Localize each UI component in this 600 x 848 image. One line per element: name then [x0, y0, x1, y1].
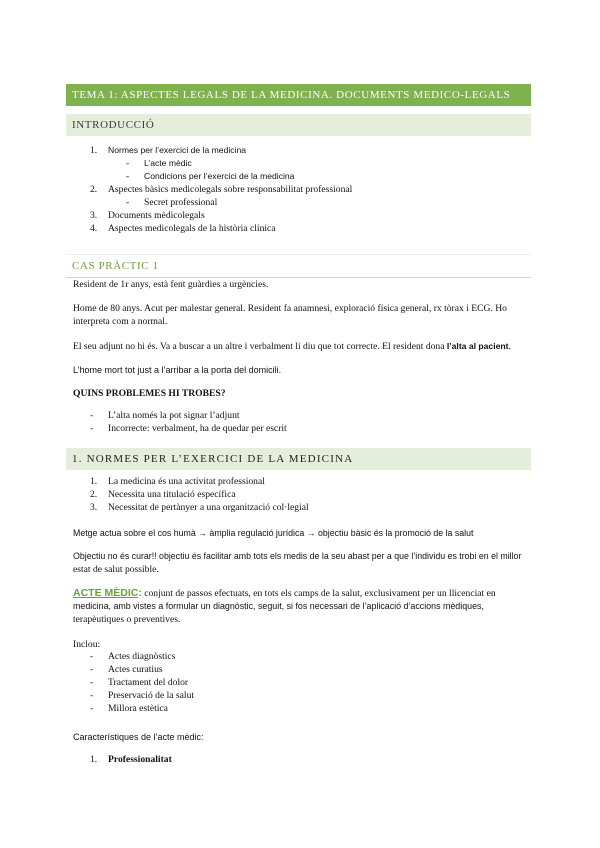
characteristics-label: Característiques de l’acte mèdic: [73, 732, 204, 742]
section1-list [90, 475, 530, 514]
text-span: conjunt de passos efectuats, en tots els camps de la salut, exclusivament per un llicenciat en [141, 588, 496, 599]
text-span: El seu adjunt no hi és. Va a buscar a un altre i verbalment li diu que tot correcte. El resident dona [73, 341, 447, 352]
list-text: Millora estètica [108, 703, 168, 714]
text-line: terapèutiques o preventives. [73, 614, 181, 625]
sub-list-text: L’acte mèdic [144, 158, 192, 168]
list-item [90, 409, 530, 422]
text-line: Objectiu no és curar!! objectiu és facilitar amb tots els medis de la seu abast per a que l’individu es trobi en el millor [73, 551, 522, 561]
body-paragraph: Metge actua sobre el cos humà → àmplia regulació jurídica → objectiu bàsic és la promoció de la salut [73, 528, 474, 538]
term-colon: : [138, 587, 142, 599]
dash-bullet: - [90, 664, 94, 675]
intro-list [90, 144, 530, 235]
list-item [90, 501, 530, 514]
list-item [90, 689, 530, 702]
list-item [90, 209, 530, 222]
case-paragraph: L’home mort tot just a l’arribar a la porta del domicili. [73, 365, 282, 375]
text-line: interpreta com a normal. [73, 316, 168, 327]
sub-list-item [90, 157, 530, 170]
list-item [90, 676, 530, 689]
dash-bullet: - [126, 158, 130, 169]
text-span: . [508, 341, 511, 352]
text-line: Home de 80 anys. Acut per malestar general. Resident fa anamnesi, exploració física general, rx tòrax i ECG. Ho [73, 303, 507, 314]
list-item [90, 222, 530, 235]
bold-span: l’alta al pacient [446, 341, 509, 351]
list-number: 1. [90, 145, 98, 156]
list-item [90, 144, 530, 157]
list-text: Actes diagnòstics [108, 651, 176, 662]
sub-list-text: Condicions per l’exercici de la medicina [144, 171, 295, 181]
case-paragraph: Resident de 1r anys, està fent guàrdies a urgències. [73, 279, 269, 290]
list-text: La medicina és una activitat professional [108, 476, 265, 487]
list-item [90, 183, 530, 196]
sub-list-item [90, 170, 530, 183]
case-heading: CAS PRÀCTIC 1 [66, 254, 531, 278]
dash-bullet: - [126, 197, 130, 208]
list-text: Documents mèdicolegals [108, 210, 205, 221]
list-number: 3. [90, 502, 98, 513]
intro-heading: INTRODUCCIÓ [66, 114, 531, 136]
list-item [90, 650, 530, 663]
text-line: medicina, amb vistes a formular un diagnòstic, seguit, si fos necessari de l’aplicació d’accions mèdiques, [73, 601, 484, 611]
list-text: Incorrecte: verbalment, ha de quedar per escrit [108, 423, 287, 434]
dash-bullet: - [90, 410, 94, 421]
list-number: 4. [90, 223, 98, 234]
question-heading: QUINS PROBLEMES HI TROBES? [73, 388, 226, 399]
dash-bullet: - [90, 651, 94, 662]
list-item [90, 475, 530, 488]
list-item [90, 702, 530, 715]
dash-bullet: - [90, 423, 94, 434]
dash-bullet: - [90, 677, 94, 688]
list-text: Tractament del dolor [108, 677, 189, 688]
list-text: Actes curatius [108, 664, 163, 675]
acte-medic-term: ACTE MÈDIC [73, 587, 139, 599]
acte-definition [73, 587, 531, 626]
answers-list [90, 409, 530, 435]
text-line [73, 587, 531, 600]
section1-heading: 1. NORMES PER L’EXERCICI DE LA MEDICINA [66, 448, 531, 470]
case-paragraph [73, 340, 531, 353]
dash-bullet: - [126, 171, 130, 182]
sub-list-item [90, 196, 530, 209]
list-text: Professionalitat [108, 754, 172, 765]
document-title: TEMA 1: ASPECTES LEGALS DE LA MEDICINA. DOCUMENTS MEDICO-LEGALS [66, 84, 531, 106]
sub-list-text: Secret professional [144, 197, 218, 208]
case-paragraph [73, 302, 531, 328]
list-text: L’alta només la pot signar l’adjunt [108, 410, 240, 421]
inclou-label: Inclou: [73, 639, 101, 650]
list-text: Necessita una titulació específica [108, 489, 236, 500]
list-text: Aspectes bàsics medicolegals sobre responsabilitat professional [108, 184, 353, 195]
list-item [90, 488, 530, 501]
list-text: Preservació de la salut [108, 690, 195, 701]
list-item [90, 422, 530, 435]
list-number: 2. [90, 489, 98, 500]
inclou-list [90, 650, 530, 715]
list-number: 3. [90, 210, 98, 221]
body-paragraph [73, 550, 531, 576]
list-text: Aspectes medicolegals de la història clínica [108, 223, 276, 234]
characteristics-list [90, 753, 530, 766]
list-number: 1. [90, 476, 98, 487]
list-text: Necessitat de pertànyer a una organització col·legial [108, 502, 309, 513]
list-number: 2. [90, 184, 98, 195]
list-item [90, 663, 530, 676]
text-line: estat de salut possible. [73, 564, 159, 575]
list-text: Normes per l’exercici de la medicina [108, 145, 247, 155]
dash-bullet: - [90, 703, 94, 714]
list-item [90, 753, 530, 766]
list-number: 1. [90, 754, 98, 765]
dash-bullet: - [90, 690, 94, 701]
